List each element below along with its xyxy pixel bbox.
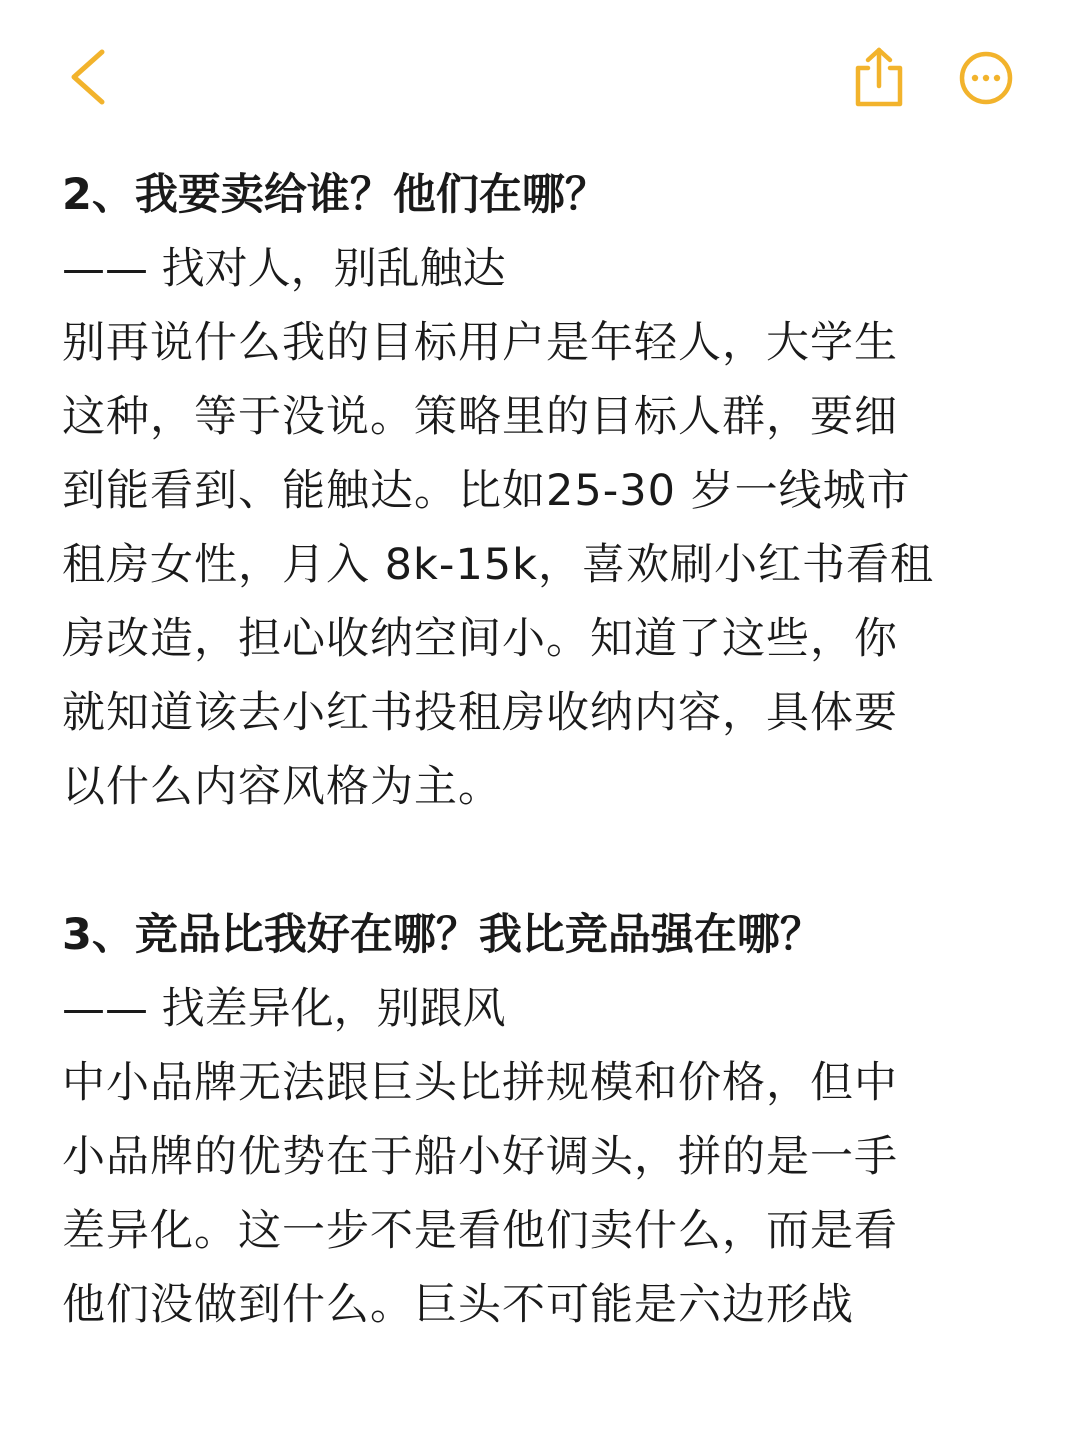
- top-toolbar: [0, 0, 1080, 150]
- section-subheading: —— 找对人，别乱触达: [62, 244, 506, 294]
- body-line: 别再说什么我的目标用户是年轻人，大学生: [62, 318, 898, 368]
- body-line: 他们没做到什么。巨头不可能是六边形战: [62, 1280, 854, 1330]
- body-line: 以什么内容风格为主。: [62, 762, 502, 812]
- chevron-left-icon: [60, 44, 120, 110]
- body-line: 就知道该去小红书投租房收纳内容，具体要: [62, 688, 898, 738]
- section-heading: 3、竞品比我好在哪？我比竞品强在哪？: [62, 910, 823, 960]
- back-button[interactable]: [60, 44, 120, 110]
- body-line: 中小品牌无法跟巨头比拼规模和价格，但中: [62, 1058, 898, 1108]
- body-line: 到能看到、能触达。比如25-30 岁一线城市: [62, 466, 911, 516]
- section-heading: 2、我要卖给谁？他们在哪？: [62, 170, 608, 220]
- body-line: 差异化。这一步不是看他们卖什么，而是看: [62, 1206, 898, 1256]
- note-content: [62, 158, 1042, 1342]
- body-line: 小品牌的优势在于船小好调头，拼的是一手: [62, 1132, 898, 1182]
- more-dots-icon: [952, 46, 1020, 110]
- share-button[interactable]: [848, 44, 910, 110]
- body-line: 租房女性，月入 8k-15k，喜欢刷小红书看租: [62, 540, 935, 590]
- section-subheading: —— 找差异化，别跟风: [62, 984, 506, 1034]
- section-target-audience: [62, 158, 1042, 824]
- section-competitors: [62, 898, 1042, 1342]
- share-icon: [848, 44, 910, 110]
- more-button[interactable]: [952, 46, 1020, 110]
- body-line: 房改造，担心收纳空间小。知道了这些，你: [62, 614, 898, 664]
- body-line: 这种，等于没说。策略里的目标人群，要细: [62, 392, 898, 442]
